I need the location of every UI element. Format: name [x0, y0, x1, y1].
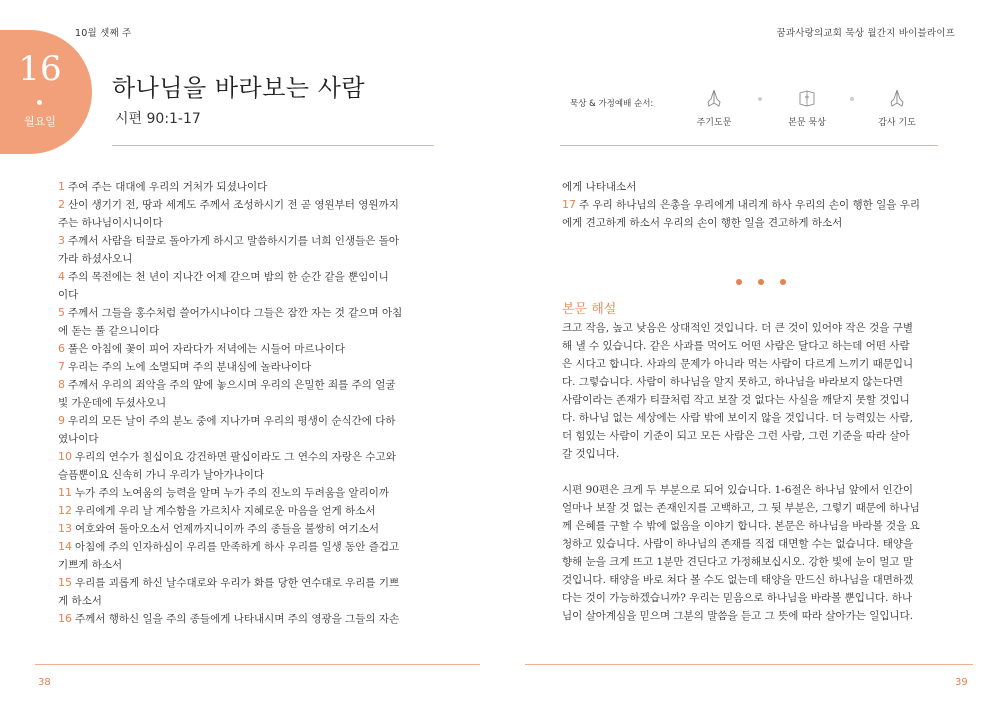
order-separator: [850, 97, 854, 101]
verse-text: 주께서 그들을 홍수처럼 쓸어가시나이다 그들은 잠깐 자는 것 같으며 아침: [68, 307, 403, 319]
verse-text: 우리의 연수가 칠십이요 강건하면 팔십이라도 그 연수의 자랑은 수고와: [75, 451, 396, 463]
verse-text: 주여 주는 대대에 우리의 거처가 되셨나이다: [68, 181, 268, 193]
week-header: 10월 셋째 주: [75, 28, 132, 39]
commentary-line: 다. 하나님 없는 세상에는 사람 밖에 보이지 않을 것입니다. 더 능력있는 사람,: [562, 412, 914, 424]
verse-number: 9: [58, 414, 65, 427]
verse-text: 아침에 주의 인자하심이 우리를 만족하게 하사 우리를 일생 동안 즐겁고: [75, 541, 400, 553]
page-number: 39: [955, 677, 968, 688]
verse-line: [58, 538, 438, 556]
day-badge: [0, 30, 92, 154]
verse-text: 에게 견고하게 하소서 우리의 손이 행한 일을 견고하게 하소서: [562, 217, 843, 229]
commentary-line: 께 은혜를 구할 수 밖에 없음을 이야기 합니다. 본문은 하나님을 바라볼 것을 요: [562, 520, 920, 532]
paragraph-gap: [562, 463, 952, 481]
verse-number: 11: [58, 486, 72, 499]
commentary-line: 얼마나 보잘 것 없는 존재인지를 고백하고, 그 뒷 부분은, 그렇기 때문에 하나님: [562, 502, 920, 514]
weekday-label: 월요일: [24, 115, 56, 128]
order-item-lords-prayer: [674, 87, 754, 128]
verse-text: 여호와여 돌아오소서 언제까지니이까 주의 종들을 불쌍히 여기소서: [75, 523, 380, 535]
order-item-thanks-prayer: [857, 87, 937, 128]
verse-text: 슬픔뿐이요 신속히 가니 우리가 날아가나이다: [58, 469, 265, 481]
footer-divider: [35, 664, 480, 665]
verse-number: 12: [58, 504, 72, 517]
commentary-line: 다. 그렇습니다. 사람이 하나님을 알지 못하고, 하나님을 바라보지 않는다면: [562, 376, 904, 388]
page-title: 하나님을 바라보는 사람: [112, 74, 366, 102]
commentary-line: 시편 90편은 크게 두 부분으로 되어 있습니다. 1-6절은 하나님 앞에서 인간이: [562, 484, 913, 496]
commentary-line: 청하고 있습니다. 사람이 하나님의 존재를 직접 대면할 수는 없습니다. 태양을: [562, 538, 914, 550]
worship-order-label: 묵상 & 가정예배 순서:: [570, 99, 654, 109]
magazine-header: 꿈과사랑의교회 묵상 월간지 바이블라이프: [776, 28, 955, 39]
verse-text: 우리의 모든 날이 주의 분노 중에 지나가며 우리의 평생이 순식간에 다하: [68, 415, 396, 427]
verse-line: [58, 376, 438, 394]
order-item-label: 본문 묵상: [788, 118, 826, 128]
commentary-line: 은 시다고 합니다. 사과의 문제가 아니라 먹는 사람이 다르게 느끼기 때문입니: [562, 358, 914, 370]
order-item-meditation: [767, 87, 847, 128]
verse-line: [562, 196, 962, 214]
verse-text: 에 돋는 풀 같으니이다: [58, 325, 160, 337]
scripture-text: [58, 178, 438, 628]
section-separator-dots: [728, 270, 794, 289]
verse-text: 우리를 괴롭게 하신 날수대로와 우리가 화를 당한 연수대로 우리를 기쁘: [75, 577, 400, 589]
verse-text: 게 하소서: [58, 595, 102, 607]
badge-dot: [37, 100, 42, 105]
verse-number: 2: [58, 198, 65, 211]
verse-line-continued: [58, 394, 438, 412]
verse-line-continued: [58, 592, 438, 610]
verse-line-continued: [58, 466, 438, 484]
verse-text: 우리는 주의 노에 소멸되며 주의 분내심에 놀라나이다: [68, 361, 312, 373]
verse-text: 주 우리 하나님의 은총을 우리에게 내리게 하사 우리의 손이 행한 일을 우리: [579, 199, 921, 211]
page-number: 38: [38, 677, 51, 688]
commentary-line: 사람이라는 존재가 티끌처럼 작고 보잘 것 없다는 사실을 깨닫지 못할 것입니: [562, 394, 910, 406]
verse-line: [58, 520, 438, 538]
commentary-line: 것입니다. 태양을 바로 쳐다 볼 수도 없는데 태양을 만드신 하나님을 대면하겠: [562, 574, 914, 586]
verse-line: [58, 340, 438, 358]
verse-line: [58, 358, 438, 376]
verse-line-continued: [562, 214, 962, 232]
right-page: [500, 0, 1000, 709]
commentary-line: 해 낼 수 있습니다. 같은 사과를 먹어도 어떤 사람은 달다고 하는데 어떤 사람: [562, 340, 910, 352]
verse-line-continued: [58, 322, 438, 340]
verse-line-continued: [58, 250, 438, 268]
commentary-line: 다는 것이 가능하겠습니까? 우리는 믿음으로 하나님을 바라볼 뿐입니다. 하나: [562, 592, 913, 604]
verse-text: 주는 하나님이시니이다: [58, 217, 163, 229]
verse-line: [58, 610, 438, 628]
verse-number: 1: [58, 180, 65, 193]
verse-line-continued: [58, 286, 438, 304]
day-number: 16: [18, 49, 62, 89]
verse-line: [58, 484, 438, 502]
verse-17: [562, 196, 962, 232]
verse-text: 우리에게 우리 날 계수함을 가르치사 지혜로운 마음을 얻게 하소서: [75, 505, 376, 517]
verse-line: [58, 448, 438, 466]
verse-line: [58, 412, 438, 430]
verse-number: 16: [58, 612, 72, 625]
verse-text: 주의 목전에는 천 년이 지나간 어제 같으며 밤의 한 순간 같을 뿐임이니: [68, 271, 389, 283]
verse-number: 8: [58, 378, 65, 391]
verse-number: 17: [562, 198, 576, 211]
commentary-line: 크고 작음, 높고 낮음은 상대적인 것입니다. 더 큰 것이 있어야 작은 것을 구별: [562, 322, 914, 334]
commentary-line: 갈 것입니다.: [562, 448, 620, 460]
verse-line: [58, 196, 438, 214]
scripture-reference: 시편 90:1-17: [115, 111, 201, 127]
verse-line: [58, 574, 438, 592]
header-divider: [560, 145, 938, 146]
verse-line: [58, 502, 438, 520]
order-item-label: 감사 기도: [878, 118, 916, 128]
verse-continuation: 에게 나타내소서: [562, 181, 637, 193]
verse-text: 누가 주의 노여움의 능력을 알며 누가 주의 진노의 두려움을 알리이까: [75, 487, 390, 499]
footer-divider: [525, 664, 973, 665]
verse-text: 기쁘게 하소서: [58, 559, 123, 571]
verse-text: 이다: [58, 289, 79, 301]
order-item-label: 주기도문: [696, 118, 732, 128]
verse-number: 4: [58, 270, 65, 283]
verse-number: 3: [58, 234, 65, 247]
verse-text: 빛 가운데에 두셨사오니: [58, 397, 167, 409]
verse-text: 가라 하셨사오니: [58, 253, 133, 265]
verse-line-continued: [58, 214, 438, 232]
verse-number: 7: [58, 360, 65, 373]
commentary-line: 더 힘있는 사람이 기준이 되고 모든 사람은 그런 사람, 그런 기준을 따라 살아: [562, 430, 910, 442]
verse-number: 5: [58, 306, 65, 319]
bible-icon: [796, 87, 818, 109]
scripture-continued: [562, 178, 962, 232]
commentary-text: [562, 319, 952, 625]
verse-line: [58, 178, 438, 196]
verse-line: [58, 232, 438, 250]
verse-number: 10: [58, 450, 72, 463]
verse-text: 풀은 아침에 꽃이 피어 자라다가 저녁에는 시들어 마르나이다: [68, 343, 345, 355]
verse-line: [58, 268, 438, 286]
verse-text: 주께서 우리의 죄악을 주의 앞에 놓으시며 우리의 은밀한 죄를 주의 얼굴: [68, 379, 396, 391]
section-title: 본문 해설: [562, 302, 617, 317]
verse-number: 6: [58, 342, 65, 355]
verse-line-continued: [58, 430, 438, 448]
verse-number: 15: [58, 576, 72, 589]
verse-text: 였나이다: [58, 433, 99, 445]
title-divider: [112, 145, 434, 146]
verse-number: 13: [58, 522, 72, 535]
verse-text: 산이 생기기 전, 땅과 세계도 주께서 조성하시기 전 곧 영원부터 영원까지: [68, 199, 399, 211]
verse-text: 주께서 행하신 일을 주의 종들에게 나타내시며 주의 영광을 그들의 자손: [75, 613, 400, 625]
verse-number: 14: [58, 540, 72, 553]
commentary-line: 향해 눈을 크게 뜨고 1분만 견딘다고 가정해보십시오. 강한 빛에 눈이 멀고 말: [562, 556, 914, 568]
praying-hands-icon: [886, 87, 908, 109]
praying-hands-icon: [703, 87, 725, 109]
verse-line-continued: [58, 556, 438, 574]
commentary-line: 님이 살아계심을 믿으며 그분의 말씀을 듣고 그 뜻에 따라 살아가는 일입니다.: [562, 610, 914, 622]
verse-line: [58, 304, 438, 322]
order-separator: [758, 97, 762, 101]
verse-text: 주께서 사람을 티끌로 돌아가게 하시고 말씀하시기를 너희 인생들은 돌아: [68, 235, 399, 247]
